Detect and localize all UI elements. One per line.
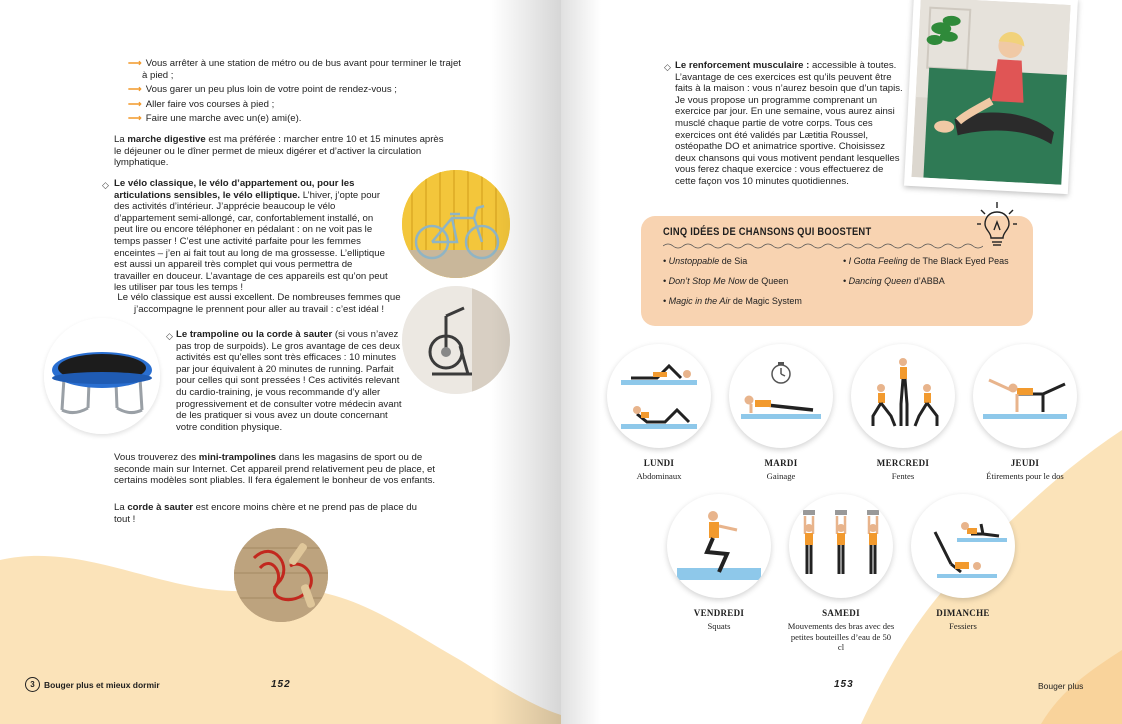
page-number-right: 153 (834, 679, 854, 690)
chapter-number: 3 (25, 677, 40, 692)
jump-rope-paragraph: La corde à sauter est encore moins chère et ne prend pas de place du tout ! (114, 502, 417, 525)
squiggle-divider (663, 242, 983, 250)
exercise-monday (605, 344, 713, 482)
footer-left (25, 677, 160, 692)
chapter-title: Bouger plus et mieux dormir (44, 679, 160, 690)
diamond-bullet-icon: ◇ (102, 180, 109, 190)
day-label: MARDI (764, 458, 798, 468)
walking-tips-list (128, 58, 468, 128)
bike-paragraph: Le vélo classique, le vélo d’appartement ou, pour les articulations sensibles, le vélo elliptique. L’hiver, j’opte pour des activités d’intérieur. J’apprécie beaucoup le vélo d’appartement semi-allongé, car, confortablement installé, on peut lire ou encore téléphoner en pédalant : on ne voit pas le temps passer ! C’est une activité parfaite pour les femmes enceintes – j’en ai fait tout au long de ma grossesse. L’elliptique est aussi un appareil très complet qui vous permettra de travailler en douceur. L’avantage de ces appareils est qu’on peut les utiliser par tous les temps ! (114, 178, 388, 294)
exercise-label: Fessiers (949, 621, 977, 631)
list-item: ⟶ Faire une marche avec un(e) ami(e). (128, 113, 302, 125)
exercise-saturday (787, 494, 895, 653)
exercise-tuesday (727, 344, 835, 482)
song-ideas-title: CINQ IDÉES DE CHANSONS QUI BOOSTENT (663, 226, 872, 238)
song-item: • Dancing Queen d’ABBA (843, 276, 945, 286)
day-label: MERCREDI (876, 458, 930, 468)
bicycle-photo (402, 170, 510, 278)
right-page (561, 0, 1122, 724)
back-stretch-illustration (973, 344, 1077, 448)
trampoline-photo (44, 318, 160, 434)
day-label: VENDREDI (693, 608, 745, 618)
squat-illustration (667, 494, 771, 598)
exercise-bike-photo (402, 286, 510, 394)
exercise-label: Abdominaux (636, 471, 682, 481)
stretching-woman-photo (904, 0, 1078, 194)
list-item: ⟶ Vous garer un peu plus loin de votre point de rendez-vous ; (128, 84, 397, 96)
exercise-sunday (909, 494, 1017, 632)
jump-rope-photo (234, 528, 328, 622)
song-item: • Unstoppable de Sia (663, 256, 748, 266)
exercise-label: Mouvements des bras avec des petites bouteilles d’eau de 50 cl (787, 621, 895, 652)
exercise-friday (665, 494, 773, 632)
strength-training-paragraph: Le renforcement musculaire : accessible à toutes. L’avantage de ces exercices est qu’ils peuvent être faits à la maison : vous n’aurez besoin que d’un tapis. Je vous propose un programme comprenant un exercice par jour. En une semaine, vous aurez ainsi musclé chaque partie de votre corps. Tous ces exercices ont été validés par Lætitia Roussel, ostéopathe DO et animatrice sportive. Choisissez deux chansons qui vous motivent pendant lesquelles vous ferez chaque exercice : vous effectuerez de cette façon vos 10 minutes quotidiennes. (675, 60, 903, 187)
trampoline-paragraph: Le trampoline ou la corde à sauter (si vous n’avez pas trop de surpoids). Le gros avantage de ces deux activités est qu’elles sont très efficaces : 10 minutes par jour équivalent à 20 minutes de running. Parfait pour celles qui sont pressées ! Ces activités relevant du cardio-training, je vous recommande d’y aller progressivement et de consulter votre médecin avant de les pratiquer si vous avez un doute concernant votre condition physique. (176, 329, 402, 433)
song-item: • Magic in the Air de Magic System (663, 296, 802, 306)
glutes-illustration (911, 494, 1015, 598)
song-item: • I Gotta Feeling de The Black Eyed Peas (843, 256, 1009, 266)
day-label: LUNDI (643, 458, 675, 468)
exercise-label: Fentes (891, 471, 915, 481)
mini-trampoline-paragraph: Vous trouverez des mini-trampolines dans les magasins de sport ou de seconde main sur Internet. Cet appareil prend relativement peu de place, et certains modèles sont pliables. Il fera également le bonheur de vos enfants. (114, 452, 436, 487)
crunch-illustration (607, 344, 711, 448)
diamond-bullet-icon: ◇ (166, 331, 173, 341)
page-number-left: 152 (271, 679, 291, 690)
digestive-walk-paragraph: La marche digestive est ma préférée : marcher entre 10 et 15 minutes après le déjeuner ou le dîner permet de mieux digérer et d’activer la circulation lymphatique. (114, 134, 444, 169)
exercise-label: Étirements pour le dos (986, 471, 1064, 481)
section-title: Bouger plus (1038, 681, 1084, 691)
song-item: • Don’t Stop Me Now de Queen (663, 276, 789, 286)
lunges-illustration (851, 344, 955, 448)
list-item: ⟶ Aller faire vos courses à pied ; (128, 98, 275, 110)
exercise-label: Squats (707, 621, 731, 631)
day-label: DIMANCHE (936, 608, 990, 618)
bike-paragraph-2: Le vélo classique est aussi excellent. De nombreuses femmes que j’accompagne le prennent pour aller au travail : c’est idéal ! (117, 292, 401, 315)
exercise-wednesday (849, 344, 957, 482)
plank-illustration (729, 344, 833, 448)
exercise-thursday (971, 344, 1079, 482)
exercise-label: Gainage (766, 471, 796, 481)
list-item: ⟶ Vous arrêter à une station de métro ou de bus avant pour terminer le trajet à pied ; (128, 58, 461, 81)
diamond-bullet-icon: ◇ (664, 62, 671, 72)
day-label: JEUDI (1010, 458, 1040, 468)
lightbulb-icon (975, 200, 1019, 248)
arm-weights-illustration (789, 494, 893, 598)
day-label: SAMEDI (822, 608, 860, 618)
